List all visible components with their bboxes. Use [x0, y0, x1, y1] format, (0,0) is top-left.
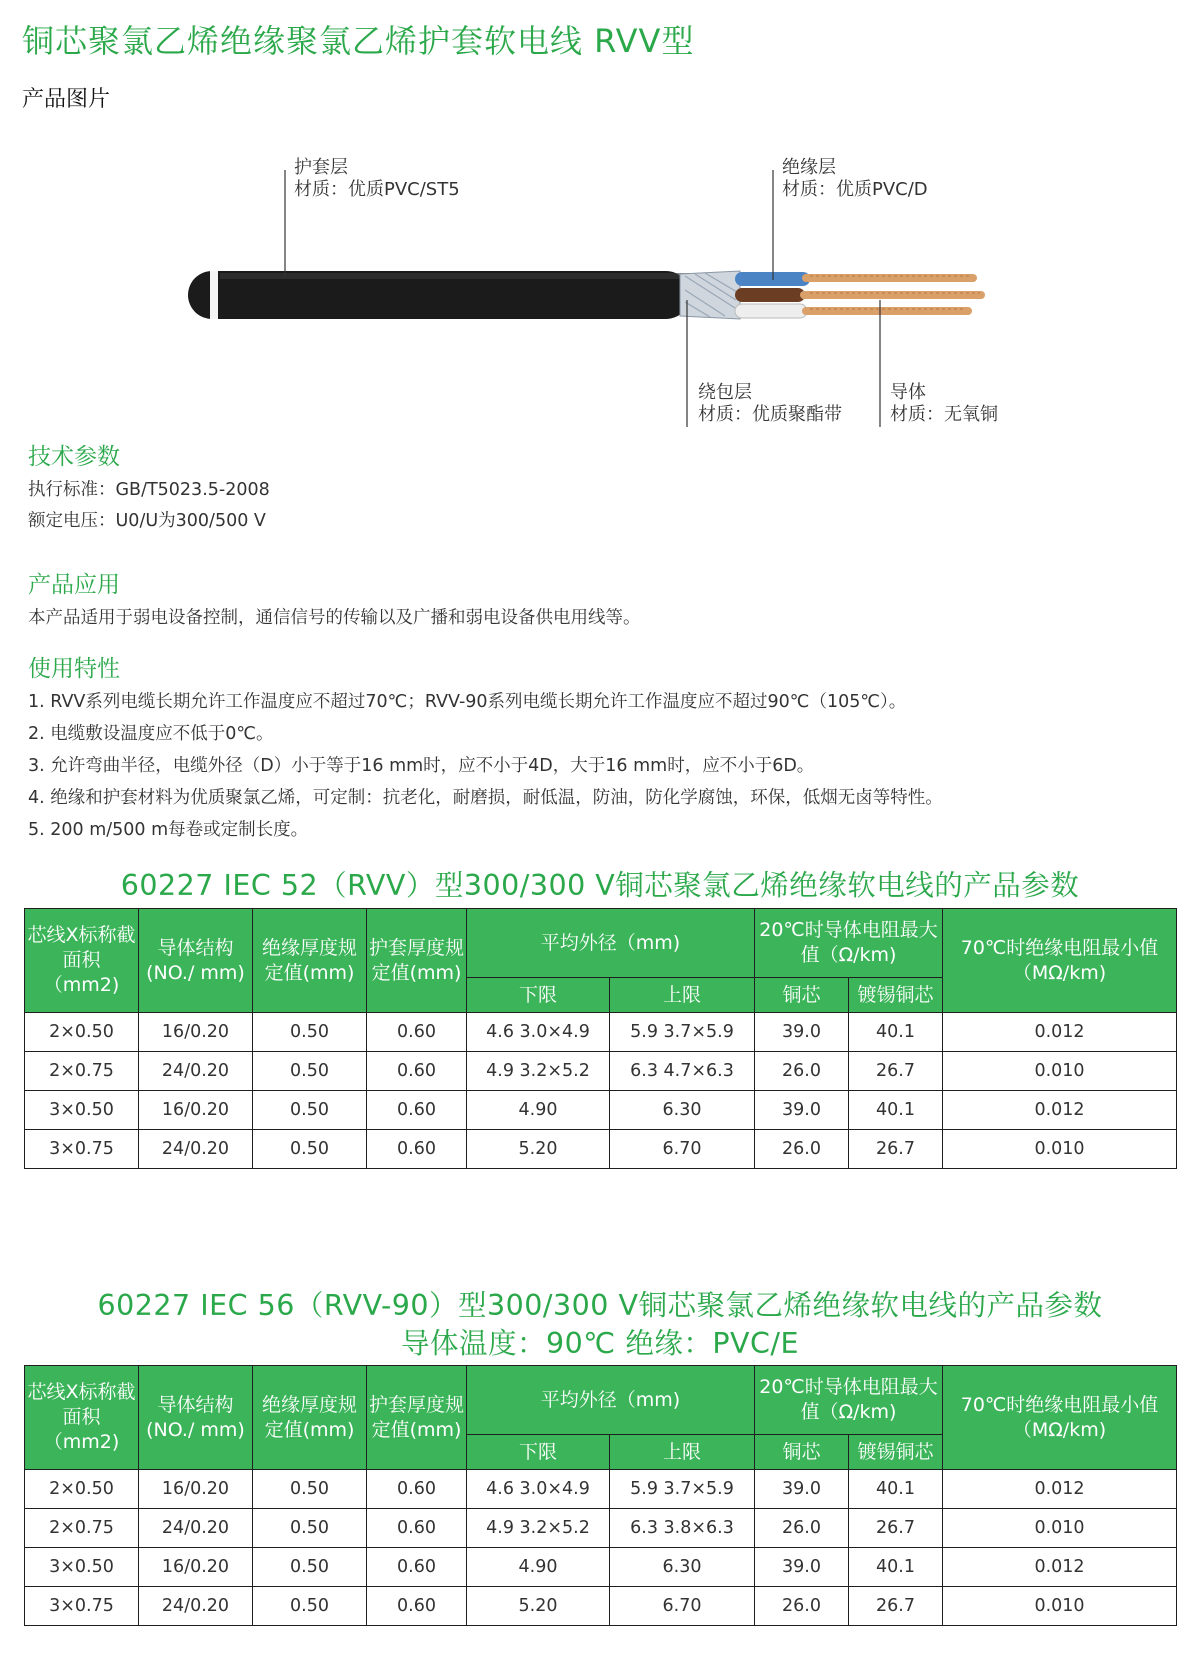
header-insulation: 绝缘厚度规定值(mm) — [253, 909, 367, 1013]
table-row — [25, 1130, 1177, 1169]
cell-tinned: 40.1 — [849, 1470, 943, 1509]
header-insulation: 绝缘厚度规定值(mm) — [253, 1366, 367, 1470]
table2 — [24, 1365, 1177, 1626]
feature-item: 3. 允许弯曲半径，电缆外径（D）小于等于16 mm时，应不小于4D，大于16 mm时，应不小于6D。 — [28, 756, 815, 776]
conductor-3 — [802, 307, 972, 315]
cell-copper: 26.0 — [755, 1130, 849, 1169]
cell-insulation-resistance: 0.012 — [943, 1470, 1177, 1509]
wrap-callout — [698, 382, 842, 426]
cell-structure: 16/0.20 — [139, 1470, 253, 1509]
cell-structure: 16/0.20 — [139, 1013, 253, 1052]
application-heading: 产品应用 — [28, 572, 120, 598]
jacket-material: 材质：优质PVC/ST5 — [294, 179, 460, 200]
table-row — [25, 1509, 1177, 1548]
cell-sheath: 0.60 — [367, 1091, 467, 1130]
cell-insulation: 0.50 — [253, 1052, 367, 1091]
cell-insulation: 0.50 — [253, 1509, 367, 1548]
cell-insulation: 0.50 — [253, 1587, 367, 1626]
jacket-label: 护套层 — [294, 157, 348, 178]
cell-structure: 16/0.20 — [139, 1548, 253, 1587]
cell-od-low: 4.9 3.2×5.2 — [467, 1052, 610, 1091]
cell-insulation-resistance: 0.012 — [943, 1013, 1177, 1052]
cell-od-high: 6.70 — [610, 1130, 755, 1169]
cell-tinned: 26.7 — [849, 1509, 943, 1548]
cell-od-low: 4.90 — [467, 1548, 610, 1587]
cell-structure: 24/0.20 — [139, 1130, 253, 1169]
jacket-stripe — [210, 271, 218, 319]
product-picture-heading: 产品图片 — [22, 87, 111, 112]
header-od-high: 上限 — [610, 1435, 755, 1470]
wrap-material: 材质：优质聚酯带 — [698, 404, 842, 425]
cell-od-high: 6.3 4.7×6.3 — [610, 1052, 755, 1091]
core-brown — [735, 288, 805, 302]
header-cores: 芯线X标称截面积（mm2) — [25, 1366, 139, 1470]
header-structure: 导体结构(NO./ mm) — [139, 1366, 253, 1470]
cell-od-low: 4.6 3.0×4.9 — [467, 1470, 610, 1509]
header-od-low: 下限 — [467, 978, 610, 1013]
page-title: 铜芯聚氯乙烯绝缘聚氯乙烯护套软电线 RVV型 — [22, 22, 695, 60]
cell-od-low: 4.90 — [467, 1091, 610, 1130]
cell-copper: 39.0 — [755, 1548, 849, 1587]
cell-cores: 3×0.50 — [25, 1091, 139, 1130]
cell-od-low: 5.20 — [467, 1130, 610, 1169]
cell-sheath: 0.60 — [367, 1548, 467, 1587]
feature-item: 4. 绝缘和护套材料为优质聚氯乙烯，可定制：抗老化，耐磨损，耐低温，防油，防化学腐蚀，环保，低烟无卤等特性。 — [28, 788, 943, 808]
features-heading: 使用特性 — [28, 656, 120, 682]
header-sheath: 护套厚度规定值(mm) — [367, 1366, 467, 1470]
conductor-2 — [800, 291, 985, 299]
cell-insulation: 0.50 — [253, 1091, 367, 1130]
cell-structure: 24/0.20 — [139, 1052, 253, 1091]
cell-sheath: 0.60 — [367, 1130, 467, 1169]
cell-insulation: 0.50 — [253, 1470, 367, 1509]
cell-cores: 2×0.75 — [25, 1052, 139, 1091]
cell-copper: 39.0 — [755, 1091, 849, 1130]
cell-insulation: 0.50 — [253, 1013, 367, 1052]
header-outer-diameter: 平均外径（mm) — [467, 909, 755, 978]
table-row — [25, 1013, 1177, 1052]
wrap-label: 绕包层 — [698, 382, 752, 403]
table2-subtitle: 导体温度：90℃ 绝缘：PVC/E — [400, 1327, 800, 1360]
cable-illustration — [180, 150, 1080, 460]
cell-cores: 2×0.50 — [25, 1470, 139, 1509]
feature-item: 5. 200 m/500 m每卷或定制长度。 — [28, 820, 309, 840]
conductor-callout — [890, 382, 998, 426]
table-row — [25, 1052, 1177, 1091]
cell-od-low: 4.9 3.2×5.2 — [467, 1509, 610, 1548]
header-cores: 芯线X标称截面积（mm2) — [25, 909, 139, 1013]
jacket-callout — [294, 157, 460, 201]
cell-od-high: 6.3 3.8×6.3 — [610, 1509, 755, 1548]
cell-od-high: 6.70 — [610, 1587, 755, 1626]
table-row — [25, 1587, 1177, 1626]
header-outer-diameter: 平均外径（mm) — [467, 1366, 755, 1435]
header-tinned: 镀锡铜芯 — [849, 1435, 943, 1470]
header-insulation-resistance: 70℃时绝缘电阻最小值（MΩ/km) — [943, 909, 1177, 1013]
cell-structure: 24/0.20 — [139, 1509, 253, 1548]
cell-tinned: 26.7 — [849, 1052, 943, 1091]
cell-insulation-resistance: 0.010 — [943, 1509, 1177, 1548]
cell-insulation-resistance: 0.010 — [943, 1052, 1177, 1091]
table1-title: 60227 IEC 52（RVV）型300/300 V铜芯聚氯乙烯绝缘软电线的产品参数 — [120, 869, 1080, 902]
core-white — [735, 304, 807, 318]
cell-structure: 24/0.20 — [139, 1587, 253, 1626]
cell-copper: 26.0 — [755, 1587, 849, 1626]
cell-cores: 2×0.50 — [25, 1013, 139, 1052]
table-row — [25, 1091, 1177, 1130]
table1 — [24, 908, 1177, 1169]
cell-od-high: 6.30 — [610, 1091, 755, 1130]
cell-insulation-resistance: 0.012 — [943, 1091, 1177, 1130]
header-tinned: 镀锡铜芯 — [849, 978, 943, 1013]
cell-sheath: 0.60 — [367, 1470, 467, 1509]
cell-copper: 39.0 — [755, 1013, 849, 1052]
cell-tinned: 40.1 — [849, 1013, 943, 1052]
cell-sheath: 0.60 — [367, 1013, 467, 1052]
cell-insulation-resistance: 0.010 — [943, 1587, 1177, 1626]
cell-od-high: 6.30 — [610, 1548, 755, 1587]
table2-title: 60227 IEC 56（RVV-90）型300/300 V铜芯聚氯乙烯绝缘软电线的产品参数 — [97, 1289, 1103, 1322]
cell-sheath: 0.60 — [367, 1052, 467, 1091]
conductor-1 — [802, 274, 977, 282]
header-od-low: 下限 — [467, 1435, 610, 1470]
cell-tinned: 40.1 — [849, 1548, 943, 1587]
header-resistance: 20℃时导体电阻最大值（Ω/km) — [755, 909, 943, 978]
cell-sheath: 0.60 — [367, 1587, 467, 1626]
header-od-high: 上限 — [610, 978, 755, 1013]
application-text: 本产品适用于弱电设备控制，通信信号的传输以及广播和弱电设备供电用线等。 — [28, 608, 641, 628]
table-row — [25, 1470, 1177, 1509]
cell-tinned: 26.7 — [849, 1587, 943, 1626]
feature-item: 2. 电缆敷设温度应不低于0℃。 — [28, 724, 274, 744]
cell-od-low: 4.6 3.0×4.9 — [467, 1013, 610, 1052]
insulation-callout — [782, 157, 928, 201]
header-copper: 铜芯 — [755, 978, 849, 1013]
cell-cores: 3×0.50 — [25, 1548, 139, 1587]
cell-tinned: 26.7 — [849, 1130, 943, 1169]
cell-insulation-resistance: 0.010 — [943, 1130, 1177, 1169]
cell-insulation: 0.50 — [253, 1130, 367, 1169]
header-copper: 铜芯 — [755, 1435, 849, 1470]
cell-cores: 2×0.75 — [25, 1509, 139, 1548]
header-insulation-resistance: 70℃时绝缘电阻最小值（MΩ/km) — [943, 1366, 1177, 1470]
insulation-label: 绝缘层 — [782, 157, 836, 178]
cell-od-high: 5.9 3.7×5.9 — [610, 1013, 755, 1052]
cell-copper: 39.0 — [755, 1470, 849, 1509]
cell-cores: 3×0.75 — [25, 1130, 139, 1169]
cell-od-high: 5.9 3.7×5.9 — [610, 1470, 755, 1509]
cell-cores: 3×0.75 — [25, 1587, 139, 1626]
table-row — [25, 1548, 1177, 1587]
tech-voltage: 额定电压：U0/U为300/500 V — [28, 511, 266, 531]
tech-heading: 技术参数 — [28, 444, 120, 470]
cell-insulation: 0.50 — [253, 1548, 367, 1587]
cell-insulation-resistance: 0.012 — [943, 1548, 1177, 1587]
cell-copper: 26.0 — [755, 1052, 849, 1091]
conductor-material: 材质：无氧铜 — [890, 404, 998, 425]
cell-sheath: 0.60 — [367, 1509, 467, 1548]
cell-copper: 26.0 — [755, 1509, 849, 1548]
header-structure: 导体结构(NO./ mm) — [139, 909, 253, 1013]
cell-structure: 16/0.20 — [139, 1091, 253, 1130]
cell-od-low: 5.20 — [467, 1587, 610, 1626]
conductor-label: 导体 — [890, 382, 926, 403]
header-sheath: 护套厚度规定值(mm) — [367, 909, 467, 1013]
tech-standard: 执行标准：GB/T5023.5-2008 — [28, 480, 270, 500]
header-resistance: 20℃时导体电阻最大值（Ω/km) — [755, 1366, 943, 1435]
insulation-material: 材质：优质PVC/D — [782, 179, 928, 200]
feature-item: 1. RVV系列电缆长期允许工作温度应不超过70℃；RVV-90系列电缆长期允许工作温度应不超过90℃（105℃）。 — [28, 692, 907, 712]
cell-tinned: 40.1 — [849, 1091, 943, 1130]
